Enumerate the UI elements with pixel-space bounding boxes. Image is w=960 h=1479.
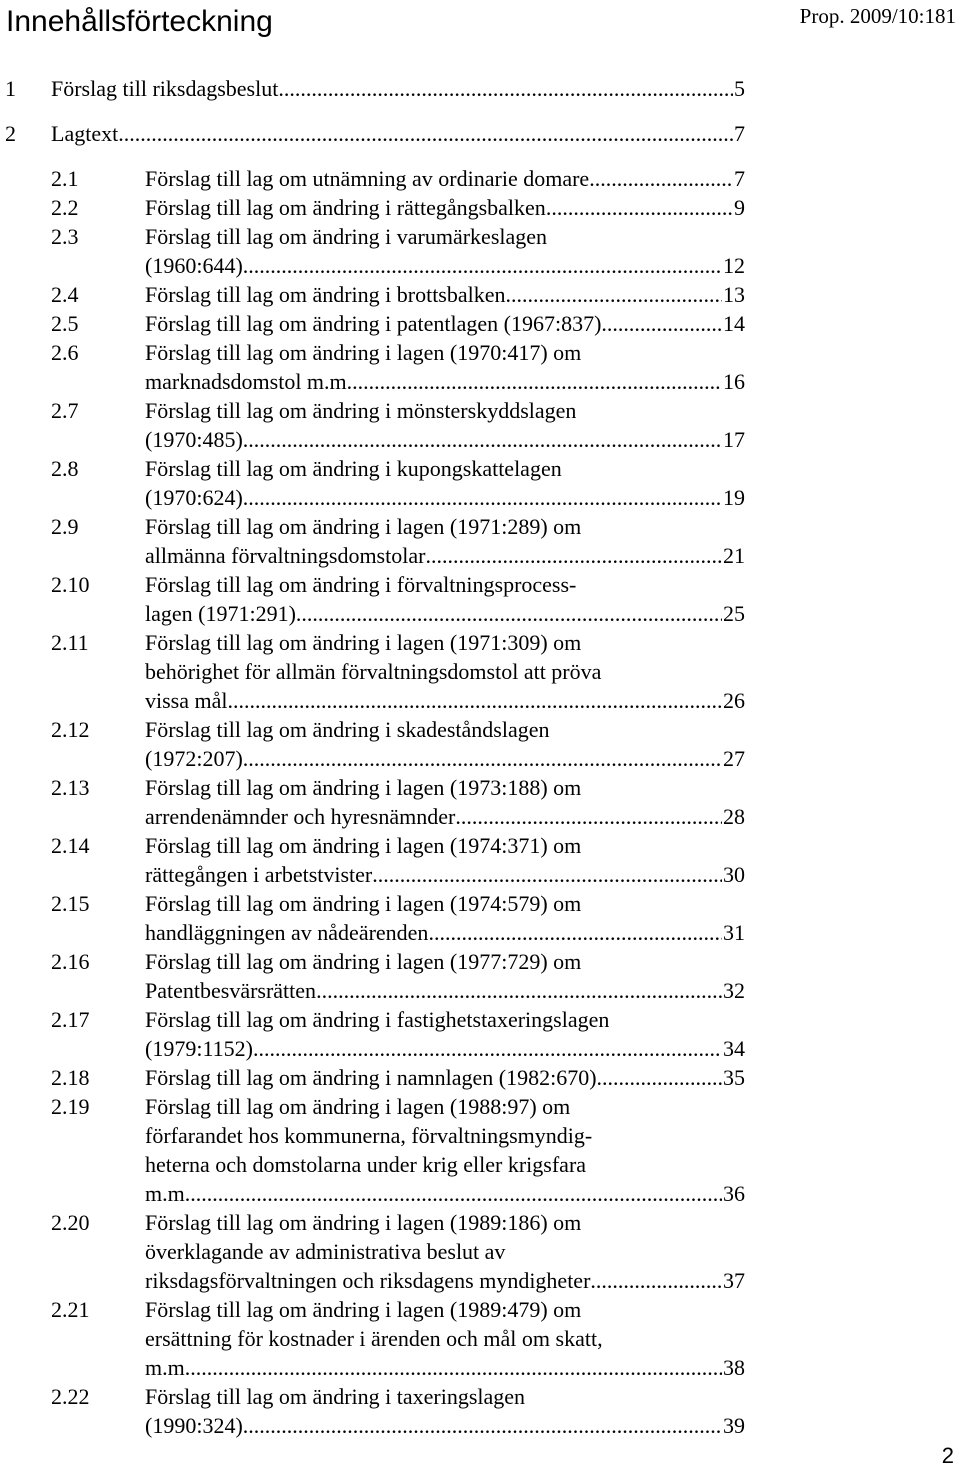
toc-entry-title-line: Förslag till lag om ändring i lagen (1970:417) om: [145, 340, 582, 365]
toc-entry-number: 2.22: [51, 1384, 90, 1409]
dot-leader: [243, 483, 722, 512]
toc-entry[interactable]: [0, 1005, 960, 1063]
dot-leader: [296, 599, 722, 628]
toc-entry[interactable]: [0, 74, 960, 103]
toc-entry-page: 21: [723, 543, 745, 568]
toc-entry-page: 30: [723, 862, 745, 887]
toc-entry[interactable]: [0, 280, 960, 309]
toc-entry-title-line: Förslag till lag om ändring i fastighetstaxeringslagen: [145, 1007, 610, 1032]
toc-entry-page: 13: [723, 282, 745, 307]
table-of-contents: [0, 74, 960, 1440]
toc-entry[interactable]: [0, 1295, 960, 1382]
toc-entry[interactable]: [0, 889, 960, 947]
dot-leader: [428, 918, 722, 947]
toc-entry[interactable]: [0, 831, 960, 889]
toc-entry-number: 2.8: [51, 456, 79, 481]
dot-leader: [243, 425, 722, 454]
toc-entry-title: [0, 164, 745, 193]
toc-entry[interactable]: [0, 396, 960, 454]
toc-entry-title: [0, 1295, 745, 1382]
toc-entry-title-line: Förslag till lag om ändring i rättegångsbalken: [145, 195, 546, 220]
toc-entry-last-line: [145, 309, 745, 338]
toc-entry-last-line: [145, 541, 745, 570]
toc-entry-title-line: Förslag till lag om ändring i förvaltningsprocess-: [145, 572, 577, 597]
toc-entry-title: [0, 193, 745, 222]
toc-entry-last-line: [145, 367, 745, 396]
toc-entry-number: 2.11: [51, 630, 89, 655]
toc-entry-title-line: Förslag till lag om ändring i lagen (1974:579) om: [145, 891, 582, 916]
toc-entry-last-line: [145, 280, 745, 309]
toc-entry-page: 5: [734, 76, 745, 101]
toc-entry[interactable]: [0, 947, 960, 1005]
toc-entry-page: 17: [723, 427, 745, 452]
toc-entry-title-line: (1960:644): [145, 253, 243, 278]
toc-entry-last-line: [145, 744, 745, 773]
dot-leader: [228, 686, 723, 715]
toc-entry-title: [0, 396, 745, 454]
toc-entry-title: [0, 1208, 745, 1295]
toc-entry[interactable]: [0, 309, 960, 338]
toc-entry-title-line: (1970:485): [145, 427, 243, 452]
toc-entry-page: 16: [723, 369, 745, 394]
toc-entry-number: 2.21: [51, 1297, 90, 1322]
toc-entry-last-line: [145, 1411, 745, 1440]
toc-entry-title-line: Förslag till lag om ändring i lagen (1971:289) om: [145, 514, 582, 539]
toc-entry-page: 19: [723, 485, 745, 510]
page-title: Innehållsförteckning: [6, 5, 273, 38]
toc-entry-title-line: (1979:1152): [145, 1036, 253, 1061]
toc-entry[interactable]: [0, 1063, 960, 1092]
toc-entry[interactable]: [0, 164, 960, 193]
toc-entry-last-line: [145, 164, 745, 193]
toc-entry-page: 27: [723, 746, 745, 771]
toc-entry-number: 2.15: [51, 891, 90, 916]
toc-entry-number: 2.3: [51, 224, 79, 249]
dot-leader: [546, 193, 733, 222]
toc-entry-last-line: [145, 686, 745, 715]
toc-entry-title: [0, 338, 745, 396]
dot-leader: [590, 1266, 722, 1295]
toc-entry-page: 38: [723, 1355, 745, 1380]
toc-entry-number: 2.9: [51, 514, 79, 539]
toc-entry-last-line: [145, 599, 745, 628]
dot-leader: [352, 367, 722, 396]
toc-entry-title-line: allmänna förvaltningsdomstolar: [145, 543, 426, 568]
dot-leader: [455, 802, 722, 831]
toc-entry-title-line: (1990:324): [145, 1413, 243, 1438]
toc-entry[interactable]: [0, 338, 960, 396]
toc-entry-title: [0, 1063, 745, 1092]
toc-entry-page: 7: [734, 121, 745, 146]
dot-leader: [243, 744, 722, 773]
toc-entry-last-line: [145, 1353, 745, 1382]
toc-entry-page: 14: [723, 311, 745, 336]
toc-entry-last-line: [145, 802, 745, 831]
toc-entry-title: [0, 512, 745, 570]
toc-entry[interactable]: [0, 454, 960, 512]
toc-entry-title-line: arrendenämnder och hyresnämnder: [145, 804, 456, 829]
toc-entry-title: [0, 119, 745, 148]
toc-entry-last-line: [145, 918, 745, 947]
dot-leader: [425, 541, 722, 570]
toc-entry-number: 2: [5, 121, 16, 146]
toc-entry-number: 2.2: [51, 195, 79, 220]
toc-entry-title-line: Patentbesvärsrätten: [145, 978, 317, 1003]
toc-entry-title: [0, 715, 745, 773]
toc-entry-number: 2.1: [51, 166, 79, 191]
toc-entry-title: [0, 309, 745, 338]
toc-entry-title: [0, 947, 745, 1005]
toc-entry-title: [0, 570, 745, 628]
toc-entry-page: 37: [723, 1268, 745, 1293]
toc-entry-number: 2.12: [51, 717, 90, 742]
toc-entry-page: 7: [734, 166, 745, 191]
toc-entry-title-line: heterna och domstolarna under krig eller krigsfara: [145, 1152, 587, 1177]
toc-entry[interactable]: [0, 193, 960, 222]
toc-entry-number: 1: [5, 76, 16, 101]
page-number: 2: [941, 1443, 954, 1468]
toc-entry[interactable]: [0, 773, 960, 831]
toc-entry-title-line: marknadsdomstol m.m.: [145, 369, 353, 394]
toc-entry-title-line: förfarandet hos kommunerna, förvaltningsmyndig-: [145, 1123, 593, 1148]
toc-entry-title-line: Förslag till lag om ändring i lagen (1974:371) om: [145, 833, 582, 858]
dot-leader: [278, 74, 733, 103]
toc-entry-number: 2.7: [51, 398, 79, 423]
toc-entry[interactable]: [0, 570, 960, 628]
toc-entry-page: 26: [723, 688, 745, 713]
toc-entry-title-line: Lagtext: [51, 121, 119, 146]
toc-entry-title-line: Förslag till lag om ändring i kupongskattelagen: [145, 456, 562, 481]
toc-entry-title-line: ersättning för kostnader i ärenden och mål om skatt,: [145, 1326, 603, 1351]
toc-entry-page: 31: [723, 920, 745, 945]
toc-entry-title: [0, 1092, 745, 1208]
toc-entry[interactable]: [0, 512, 960, 570]
toc-entry-title-line: Förslag till lag om ändring i lagen (1988:97) om: [145, 1094, 571, 1119]
toc-entry-title-line: Förslag till lag om ändring i lagen (1971:309) om: [145, 630, 582, 655]
toc-entry-page: 36: [723, 1181, 745, 1206]
toc-entry-title-line: vissa mål: [145, 688, 228, 713]
toc-entry-last-line: [145, 1034, 745, 1063]
toc-entry-number: 2.17: [51, 1007, 90, 1032]
toc-entry-page: 25: [723, 601, 745, 626]
toc-entry-number: 2.13: [51, 775, 90, 800]
toc-entry-page: 12: [723, 253, 745, 278]
toc-entry[interactable]: [0, 222, 960, 280]
toc-entry-title-line: Förslag till lag om ändring i patentlagen (1967:837): [145, 311, 602, 336]
toc-entry-title-line: Förslag till lag om ändring i namnlagen (1982:670): [145, 1065, 597, 1090]
toc-entry-title-line: Förslag till lag om ändring i taxeringslagen: [145, 1384, 526, 1409]
toc-entry-title: [0, 280, 745, 309]
toc-entry-number: 2.5: [51, 311, 79, 336]
toc-entry-number: 2.4: [51, 282, 79, 307]
toc-entry-last-line: [145, 193, 745, 222]
dot-leader: [253, 1034, 722, 1063]
toc-entry-number: 2.20: [51, 1210, 90, 1235]
toc-entry-title: [0, 889, 745, 947]
toc-entry-title: [0, 1382, 745, 1440]
toc-entry-page: 35: [723, 1065, 745, 1090]
toc-entry-title-line: handläggningen av nådeärenden: [145, 920, 429, 945]
toc-entry-last-line: [145, 1063, 745, 1092]
dot-leader: [589, 164, 733, 193]
toc-entry-title-line: Förslag till lag om ändring i mönsterskyddslagen: [145, 398, 577, 423]
toc-entry[interactable]: [0, 119, 960, 148]
dot-leader: [190, 1179, 722, 1208]
toc-entry-title-line: lagen (1971:291): [145, 601, 296, 626]
toc-entry-page: 9: [734, 195, 745, 220]
toc-entry-last-line: [145, 251, 745, 280]
toc-entry[interactable]: [0, 1208, 960, 1295]
toc-entry-title: [0, 773, 745, 831]
toc-entry-last-line: [51, 74, 745, 103]
toc-entry-title-line: rättegången i arbetstvister: [145, 862, 373, 887]
toc-entry-title: [0, 454, 745, 512]
toc-entry-title-line: Förslag till riksdagsbeslut: [51, 76, 279, 101]
toc-entry-number: 2.19: [51, 1094, 90, 1119]
toc-entry-title-line: riksdagsförvaltningen och riksdagens myndigheter: [145, 1268, 591, 1293]
toc-entry-last-line: [145, 483, 745, 512]
dot-leader: [506, 280, 722, 309]
toc-entry-title-line: Förslag till lag om ändring i lagen (1973:188) om: [145, 775, 582, 800]
toc-entry-title-line: Förslag till lag om ändring i lagen (1977:729) om: [145, 949, 582, 974]
toc-entry[interactable]: [0, 1092, 960, 1208]
toc-entry-title: [0, 222, 745, 280]
toc-entry[interactable]: [0, 1382, 960, 1440]
toc-entry-last-line: [145, 1266, 745, 1295]
toc-entry-title-line: behörighet för allmän förvaltningsdomstol att pröva: [145, 659, 602, 684]
toc-entry-title: [0, 831, 745, 889]
toc-entry-number: 2.18: [51, 1065, 90, 1090]
toc-entry-title-line: Förslag till lag om ändring i varumärkeslagen: [145, 224, 548, 249]
toc-entry-number: 2.14: [51, 833, 90, 858]
toc-entry-page: 32: [723, 978, 745, 1003]
toc-entry-page: 34: [723, 1036, 745, 1061]
toc-entry-title: [0, 1005, 745, 1063]
toc-entry-title-line: (1972:207): [145, 746, 243, 771]
toc-entry-title-line: m.m.: [145, 1355, 191, 1380]
dot-leader: [243, 251, 722, 280]
toc-entry-title-line: Förslag till lag om utnämning av ordinarie domare: [145, 166, 590, 191]
dot-leader: [601, 309, 722, 338]
dot-leader: [372, 860, 722, 889]
toc-entry-last-line: [51, 119, 745, 148]
toc-entry-page: 39: [723, 1413, 745, 1438]
toc-entry-title-line: Förslag till lag om ändring i lagen (1989:479) om: [145, 1297, 582, 1322]
toc-entry-title-line: (1970:624): [145, 485, 243, 510]
dot-leader: [243, 1411, 722, 1440]
toc-entry-page: 28: [723, 804, 745, 829]
proposition-number: Prop. 2009/10:181: [799, 4, 956, 28]
toc-entry-title: [0, 74, 745, 103]
dot-leader: [190, 1353, 722, 1382]
toc-entry[interactable]: [0, 715, 960, 773]
dot-leader: [118, 119, 733, 148]
toc-entry-title-line: överklagande av administrativa beslut av: [145, 1239, 506, 1264]
dot-leader: [597, 1063, 722, 1092]
toc-entry[interactable]: [0, 628, 960, 715]
toc-entry-title: [0, 628, 745, 715]
toc-entry-last-line: [145, 976, 745, 1005]
toc-entry-title-line: Förslag till lag om ändring i lagen (1989:186) om: [145, 1210, 582, 1235]
dot-leader: [316, 976, 722, 1005]
toc-entry-number: 2.6: [51, 340, 79, 365]
toc-entry-title-line: m.m.: [145, 1181, 191, 1206]
toc-entry-title-line: Förslag till lag om ändring i brottsbalken: [145, 282, 506, 307]
toc-entry-last-line: [145, 1179, 745, 1208]
toc-entry-number: 2.16: [51, 949, 90, 974]
toc-entry-title-line: Förslag till lag om ändring i skadeståndslagen: [145, 717, 550, 742]
toc-entry-last-line: [145, 860, 745, 889]
toc-entry-last-line: [145, 425, 745, 454]
toc-entry-number: 2.10: [51, 572, 90, 597]
